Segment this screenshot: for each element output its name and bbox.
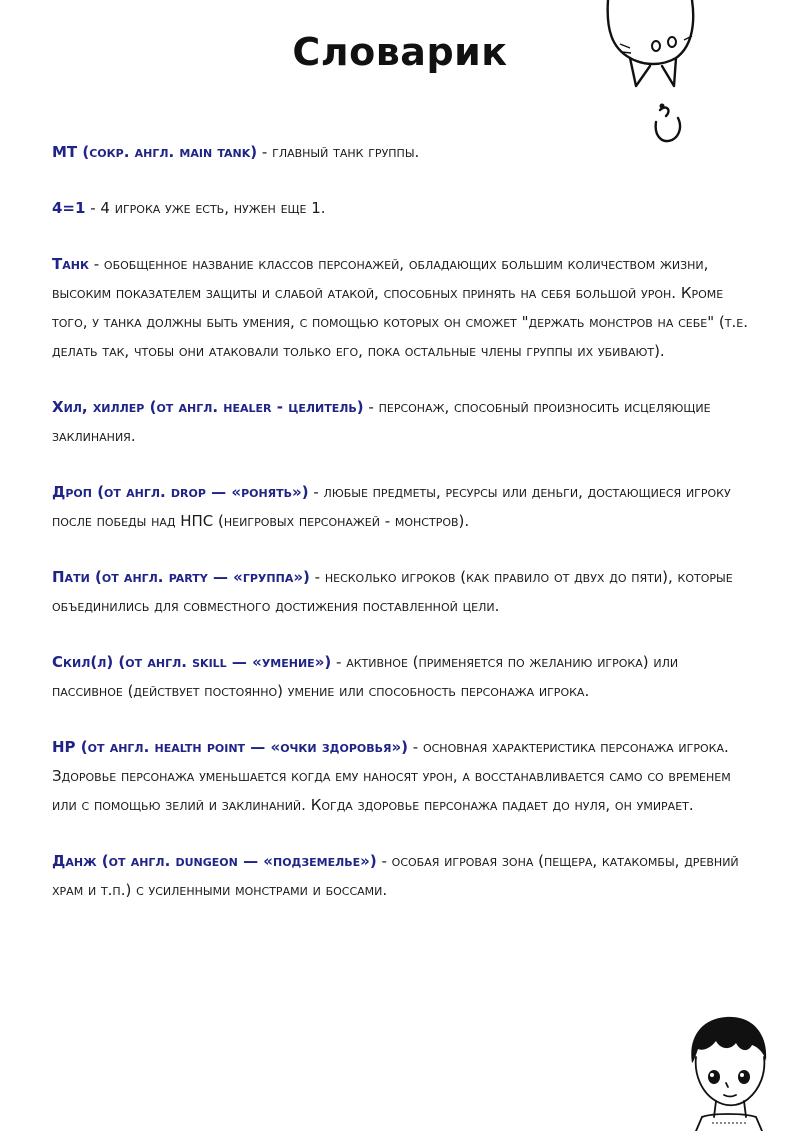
glossary-separator: - <box>309 568 325 586</box>
glossary-entry-dungeon <box>52 847 752 905</box>
glossary-entry-tank <box>52 250 752 366</box>
glossary-separator: - <box>308 483 324 501</box>
glossary-definition: 4 игрока уже есть, нужен еще 1. <box>100 199 326 217</box>
glossary-separator: - <box>331 653 347 671</box>
glossary-definition: несколько игроков (как правило от двух до пяти), которые объединились для совместного достижения поставленной цели. <box>52 568 733 615</box>
glossary-separator: - <box>376 852 392 870</box>
glossary-entry-heal <box>52 393 752 451</box>
glossary-term: Дроп (от англ. drop — «ронять») <box>52 483 309 501</box>
glossary-separator: - <box>363 398 379 416</box>
glossary-entry-drop <box>52 478 752 536</box>
glossary-entry-party <box>52 563 752 621</box>
glossary-definition: главный танк группы. <box>272 143 420 161</box>
glossary-definition: персонаж, способный произносить исцеляющие заклинания. <box>52 398 711 445</box>
glossary-term: Танк <box>52 255 89 273</box>
glossary-separator: - <box>88 255 104 273</box>
glossary-term: Пати (от англ. party — «группа») <box>52 568 310 586</box>
glossary-term: Скил(л) (от англ. skill — «умение») <box>52 653 332 671</box>
glossary-term: HP (от англ. health point — «очки здоровья») <box>52 738 409 756</box>
glossary-separator: - <box>408 738 423 756</box>
glossary-term: 4=1 <box>52 199 86 217</box>
glossary-definition: обобщенное название классов персонажей, обладающих большим количеством жизни, высоким показателем защиты и слабой атакой, способных принять на себя большой урон. Кроме того, у танка должны быть умения, с помощью которых он сможет "держать монстров на себе" (т.е. делать так, чтобы они атаковали только его, пока остальные члены группы их убивают). <box>52 255 748 360</box>
glossary-definition: особая игровая зона (пещера, катакомбы, древний храм и т.п.) с усиленными монстрами и боссами. <box>52 852 739 899</box>
glossary-entry-skill <box>52 648 752 706</box>
glossary-separator: - <box>257 143 273 161</box>
glossary-entry-hp <box>52 733 752 820</box>
glossary-definition: активное (применяется по желанию игрока) или пассивное (действует постоянно) умение или способность персонажа игрока. <box>52 653 679 700</box>
glossary-definition: любые предметы, ресурсы или деньги, достающиеся игроку после победы над НПС (неигровых персонажей - монстров). <box>52 483 731 530</box>
glossary-entry-mt <box>52 138 752 167</box>
cat-doodle-icon <box>600 0 710 150</box>
glossary-term: Хил, хиллер (от англ. healer - целитель) <box>52 398 364 416</box>
page-title: Словарик <box>292 30 508 74</box>
glossary-entry-4-1 <box>52 194 752 223</box>
glossary-definition: основная характеристика персонажа игрока. Здоровье персонажа уменьшается когда ему наносят урон, а восстанавливается само со временем или с помощью зелий и заклинаний. Когда здоровье персонажа падает до нуля, он умирает. <box>52 738 731 814</box>
glossary-term: Данж (от англ. dungeon — «подземелье») <box>52 852 377 870</box>
glossary-separator: - <box>85 199 101 217</box>
glossary-list <box>52 138 752 932</box>
boy-doodle-icon <box>682 1011 774 1131</box>
glossary-term: МТ (сокр. англ. main tank) <box>52 143 258 161</box>
